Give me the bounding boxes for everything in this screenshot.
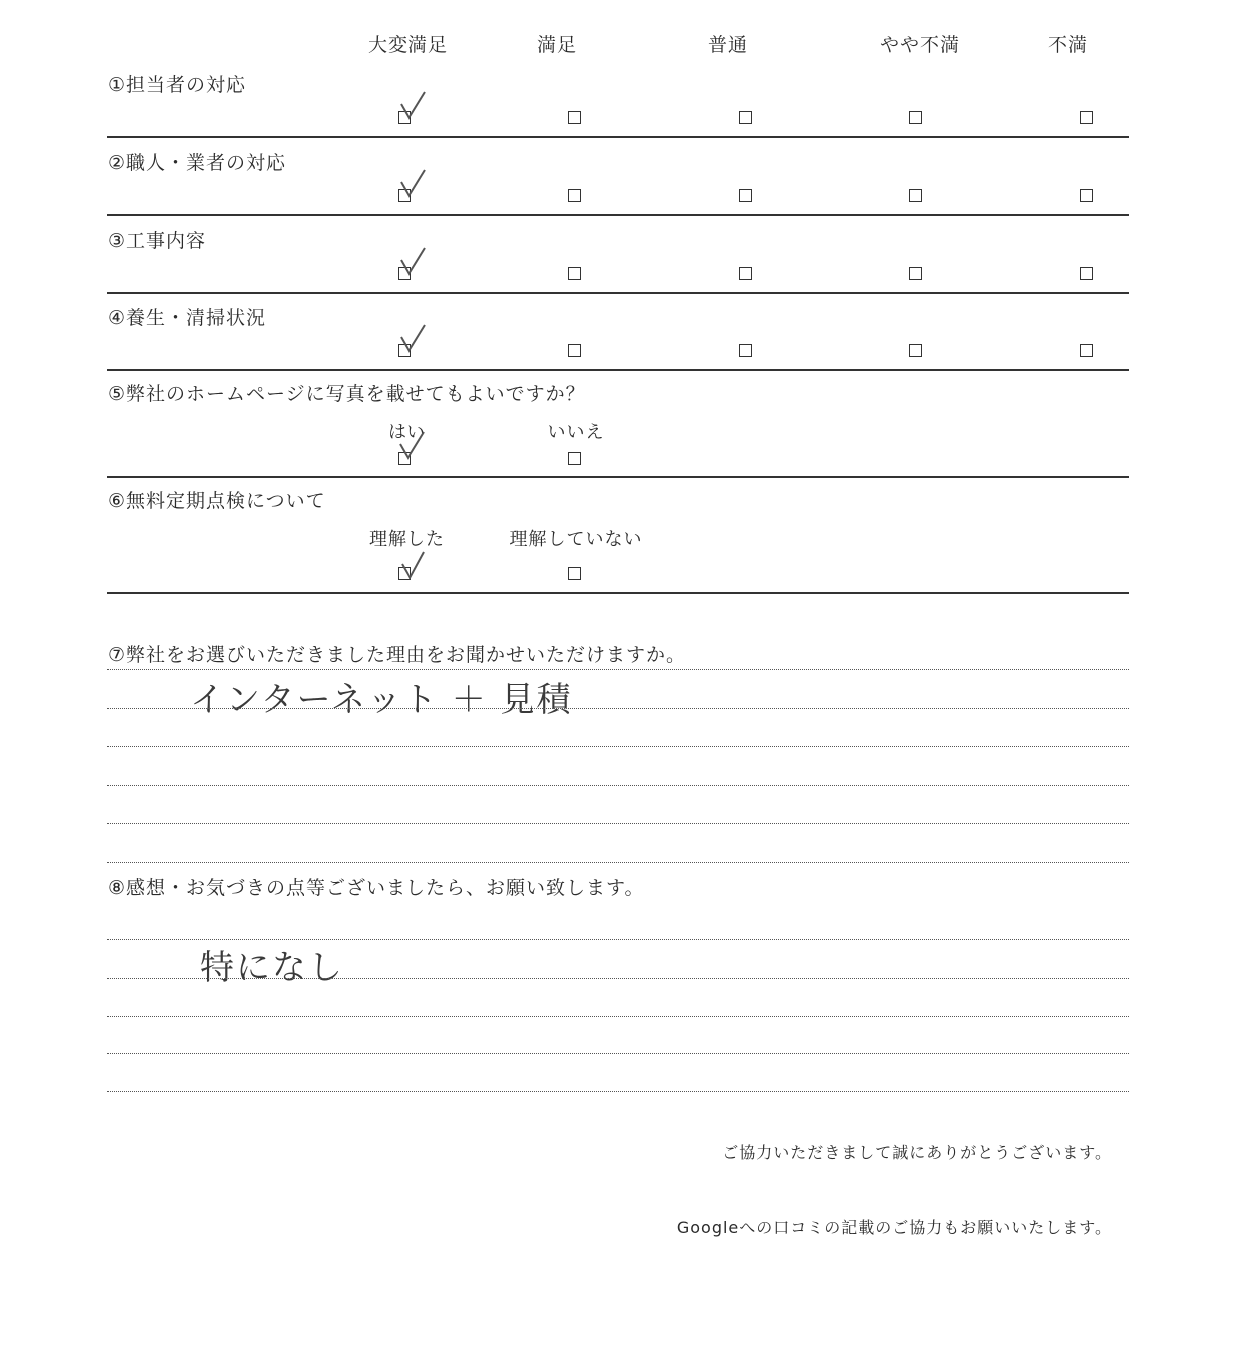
- question-3-label: ③工事内容: [108, 230, 207, 252]
- answer-line: [107, 978, 1129, 979]
- question-6-label: ⑥無料定期点検について: [108, 490, 326, 512]
- answer-line: [107, 1016, 1129, 1017]
- question-5-label: ⑤弊社のホームページに写真を載せてもよいですか？: [108, 383, 586, 405]
- answer-line: [107, 823, 1129, 824]
- answer-line: [107, 862, 1129, 863]
- column-header-dissatisfied: 不満: [1047, 34, 1088, 56]
- checkmark-icon: [399, 90, 433, 124]
- checkmark-icon: [399, 323, 433, 357]
- google-review-request: Googleへの口コミの記載のご協力もお願いいたします。: [676, 1218, 1112, 1237]
- rating-checkbox[interactable]: [1080, 267, 1093, 280]
- rating-checkbox[interactable]: [909, 344, 922, 357]
- column-header-neutral: 普通: [707, 34, 748, 56]
- question-4-label: ④養生・清掃状況: [108, 307, 267, 329]
- answer-line: [107, 785, 1129, 786]
- checkmark-icon: [399, 246, 433, 280]
- section-divider: [107, 476, 1129, 478]
- checkmark-icon: [399, 168, 433, 202]
- column-header-satisfied: 満足: [536, 34, 577, 56]
- rating-checkbox[interactable]: [568, 344, 581, 357]
- answer-line: [107, 746, 1129, 747]
- answer-line: [107, 1053, 1129, 1054]
- rating-checkbox[interactable]: [739, 189, 752, 202]
- rating-checkbox[interactable]: [739, 267, 752, 280]
- rating-checkbox[interactable]: [909, 111, 922, 124]
- q7-handwritten-answer: インターネット ＋ 見積: [190, 680, 573, 720]
- q5-option-yes-label: はい: [388, 422, 426, 443]
- rating-checkbox[interactable]: [739, 344, 752, 357]
- question-8-label: ⑧感想・お気づきの点等ございましたら、お願い致します。: [108, 877, 645, 899]
- q6-checkmark-icon: [400, 550, 434, 584]
- q5-checkmark-icon: [398, 430, 432, 464]
- rating-checkbox[interactable]: [568, 189, 581, 202]
- rating-checkbox[interactable]: [1080, 111, 1093, 124]
- rating-checkbox[interactable]: [909, 267, 922, 280]
- rating-checkbox[interactable]: [909, 189, 922, 202]
- question-2-label: ②職人・業者の対応: [108, 152, 287, 174]
- q5-option-no-label: いいえ: [547, 422, 605, 443]
- rating-checkbox[interactable]: [568, 111, 581, 124]
- answer-line: [107, 669, 1129, 670]
- rating-checkbox[interactable]: [1080, 344, 1093, 357]
- q6-option-not-understood-checkbox[interactable]: [568, 567, 581, 580]
- section-divider: [107, 592, 1129, 594]
- section-divider: [107, 214, 1129, 216]
- rating-checkbox[interactable]: [568, 267, 581, 280]
- rating-checkbox[interactable]: [1080, 189, 1093, 202]
- question-1-label: ①担当者の対応: [108, 74, 247, 96]
- section-divider: [107, 369, 1129, 371]
- q6-option-not-understood-label: 理解していない: [509, 529, 643, 550]
- q5-option-no-checkbox[interactable]: [568, 452, 581, 465]
- section-divider: [107, 136, 1129, 138]
- column-header-very-satisfied: 大変満足: [367, 34, 448, 56]
- answer-line: [107, 1091, 1129, 1092]
- answer-line: [107, 708, 1129, 709]
- rating-checkbox[interactable]: [739, 111, 752, 124]
- answer-line: [107, 939, 1129, 940]
- q8-handwritten-answer: 特になし: [200, 948, 344, 988]
- question-7-label: ⑦弊社をお選びいただきました理由をお聞かせいただけますか。: [108, 644, 687, 666]
- section-divider: [107, 292, 1129, 294]
- column-header-somewhat-dissatisfied: やや不満: [879, 34, 960, 56]
- thank-you-note: ご協力いただきまして誠にありがとうございます。: [722, 1143, 1112, 1162]
- q6-option-understood-label: 理解した: [369, 529, 445, 550]
